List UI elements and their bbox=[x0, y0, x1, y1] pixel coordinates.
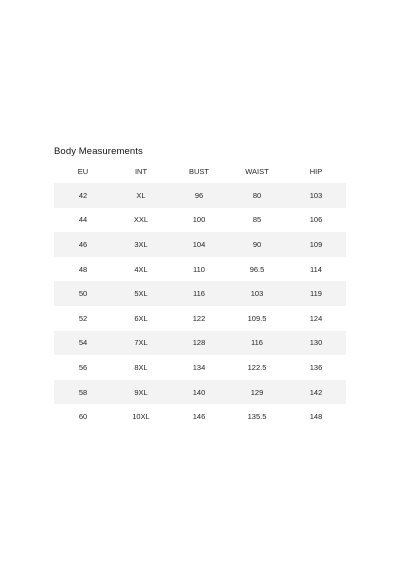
cell-eu: 52 bbox=[78, 313, 88, 323]
cell-int: 7XL bbox=[134, 338, 148, 348]
table-row bbox=[54, 404, 346, 429]
cell-hip: 106 bbox=[309, 215, 323, 225]
cell-waist: 122.5 bbox=[247, 362, 267, 372]
cell-bust: 128 bbox=[192, 338, 206, 348]
table-row bbox=[54, 306, 346, 331]
cell-hip: 114 bbox=[310, 264, 322, 274]
cell-waist: 85 bbox=[252, 215, 262, 225]
cell-bust: 100 bbox=[192, 215, 206, 225]
cell-bust: 146 bbox=[192, 412, 206, 422]
cell-bust: 122 bbox=[192, 313, 206, 323]
cell-int: 6XL bbox=[134, 313, 148, 323]
cell-waist: 109.5 bbox=[247, 313, 267, 323]
cell-hip: 119 bbox=[310, 289, 322, 299]
cell-eu: 50 bbox=[78, 289, 88, 299]
cell-hip: 109 bbox=[309, 239, 323, 249]
cell-int: 4XL bbox=[134, 264, 148, 274]
cell-bust: 134 bbox=[192, 362, 206, 372]
size-table bbox=[54, 159, 346, 429]
cell-eu: 54 bbox=[78, 338, 88, 348]
cell-hip: 124 bbox=[309, 313, 323, 323]
cell-waist: 103 bbox=[250, 289, 264, 299]
cell-eu: 58 bbox=[78, 387, 88, 397]
cell-int: 8XL bbox=[134, 362, 148, 372]
cell-int: XXL bbox=[133, 215, 149, 225]
cell-eu: 60 bbox=[78, 412, 88, 422]
cell-bust: 96 bbox=[194, 190, 204, 200]
table-row bbox=[54, 208, 346, 233]
cell-hip: 130 bbox=[309, 338, 323, 348]
cell-hip: 148 bbox=[309, 412, 323, 422]
page-title: Body Measurements bbox=[54, 146, 143, 157]
table-row bbox=[54, 257, 346, 282]
cell-int: 10XL bbox=[132, 412, 150, 422]
header-bust: BUST bbox=[188, 166, 209, 176]
cell-int: XL bbox=[136, 190, 146, 200]
cell-waist: 135.5 bbox=[247, 412, 267, 422]
cell-eu: 56 bbox=[78, 362, 88, 372]
cell-eu: 44 bbox=[78, 215, 88, 225]
header-waist: WAIST bbox=[245, 166, 269, 176]
cell-eu: 48 bbox=[78, 264, 88, 274]
cell-waist: 116 bbox=[251, 338, 263, 348]
cell-waist: 80 bbox=[252, 190, 262, 200]
table-row bbox=[54, 355, 346, 380]
cell-waist: 129 bbox=[250, 387, 264, 397]
cell-bust: 116 bbox=[193, 289, 205, 299]
cell-waist: 96.5 bbox=[249, 264, 265, 274]
table-row bbox=[54, 281, 346, 306]
cell-hip: 136 bbox=[309, 362, 323, 372]
table-header-row bbox=[54, 159, 346, 183]
cell-bust: 140 bbox=[192, 387, 206, 397]
cell-int: 3XL bbox=[134, 239, 148, 249]
cell-int: 5XL bbox=[134, 289, 148, 299]
cell-waist: 90 bbox=[252, 239, 262, 249]
table-row bbox=[54, 183, 346, 208]
cell-eu: 46 bbox=[78, 239, 88, 249]
cell-eu: 42 bbox=[78, 190, 88, 200]
cell-hip: 103 bbox=[309, 190, 323, 200]
cell-bust: 110 bbox=[193, 264, 205, 274]
cell-int: 9XL bbox=[134, 387, 148, 397]
table-row bbox=[54, 232, 346, 257]
header-eu: EU bbox=[77, 166, 89, 176]
table-row bbox=[54, 380, 346, 405]
cell-hip: 142 bbox=[309, 387, 323, 397]
table-row bbox=[54, 331, 346, 356]
cell-bust: 104 bbox=[192, 239, 206, 249]
header-int: INT bbox=[134, 166, 148, 176]
header-hip: HIP bbox=[309, 166, 323, 176]
